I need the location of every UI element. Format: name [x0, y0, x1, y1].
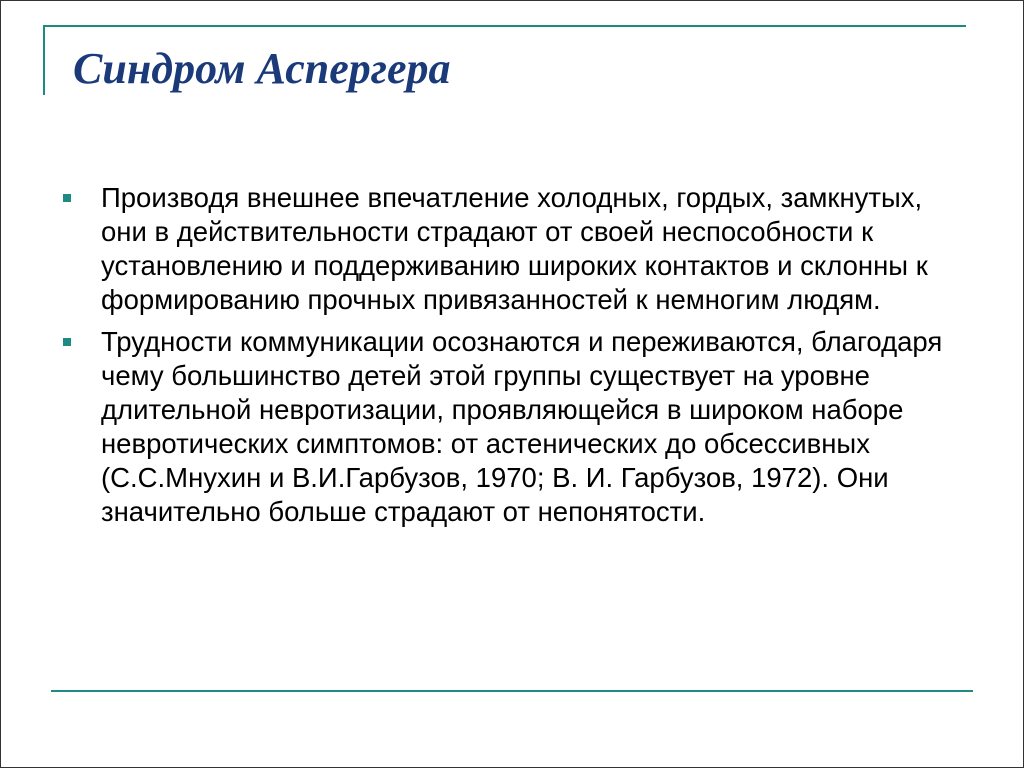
square-bullet-icon — [63, 338, 71, 346]
bullet-text: Производя внешнее впечатление холодных, гордых, замкнутых, они в действительности страдают от своей неспособности к установлению и поддерживанию широких контактов и склонны к формированию прочных привязанностей к немногим людям. — [101, 182, 928, 315]
bottom-rule — [51, 690, 973, 692]
bullet-text: Трудности коммуникации осознаются и переживаются, благодаря чему большинство детей этой группы существует на уровне длительной невротизации, проявляющейся в широком наборе невротических симптомов: от астенических до обсессивных (С.С.Мнухин и В.И.Гарбузов, 1970; В. И. Гарбузов, 1972). Они значительно больше страдают от непонятости. — [101, 326, 943, 527]
top-rule — [43, 25, 966, 27]
slide-title: Синдром Аспергера — [73, 44, 451, 93]
left-rule — [43, 25, 45, 95]
bullet-item — [63, 181, 963, 317]
square-bullet-icon — [63, 194, 71, 202]
bullet-list — [63, 181, 963, 537]
bullet-item — [63, 325, 963, 529]
